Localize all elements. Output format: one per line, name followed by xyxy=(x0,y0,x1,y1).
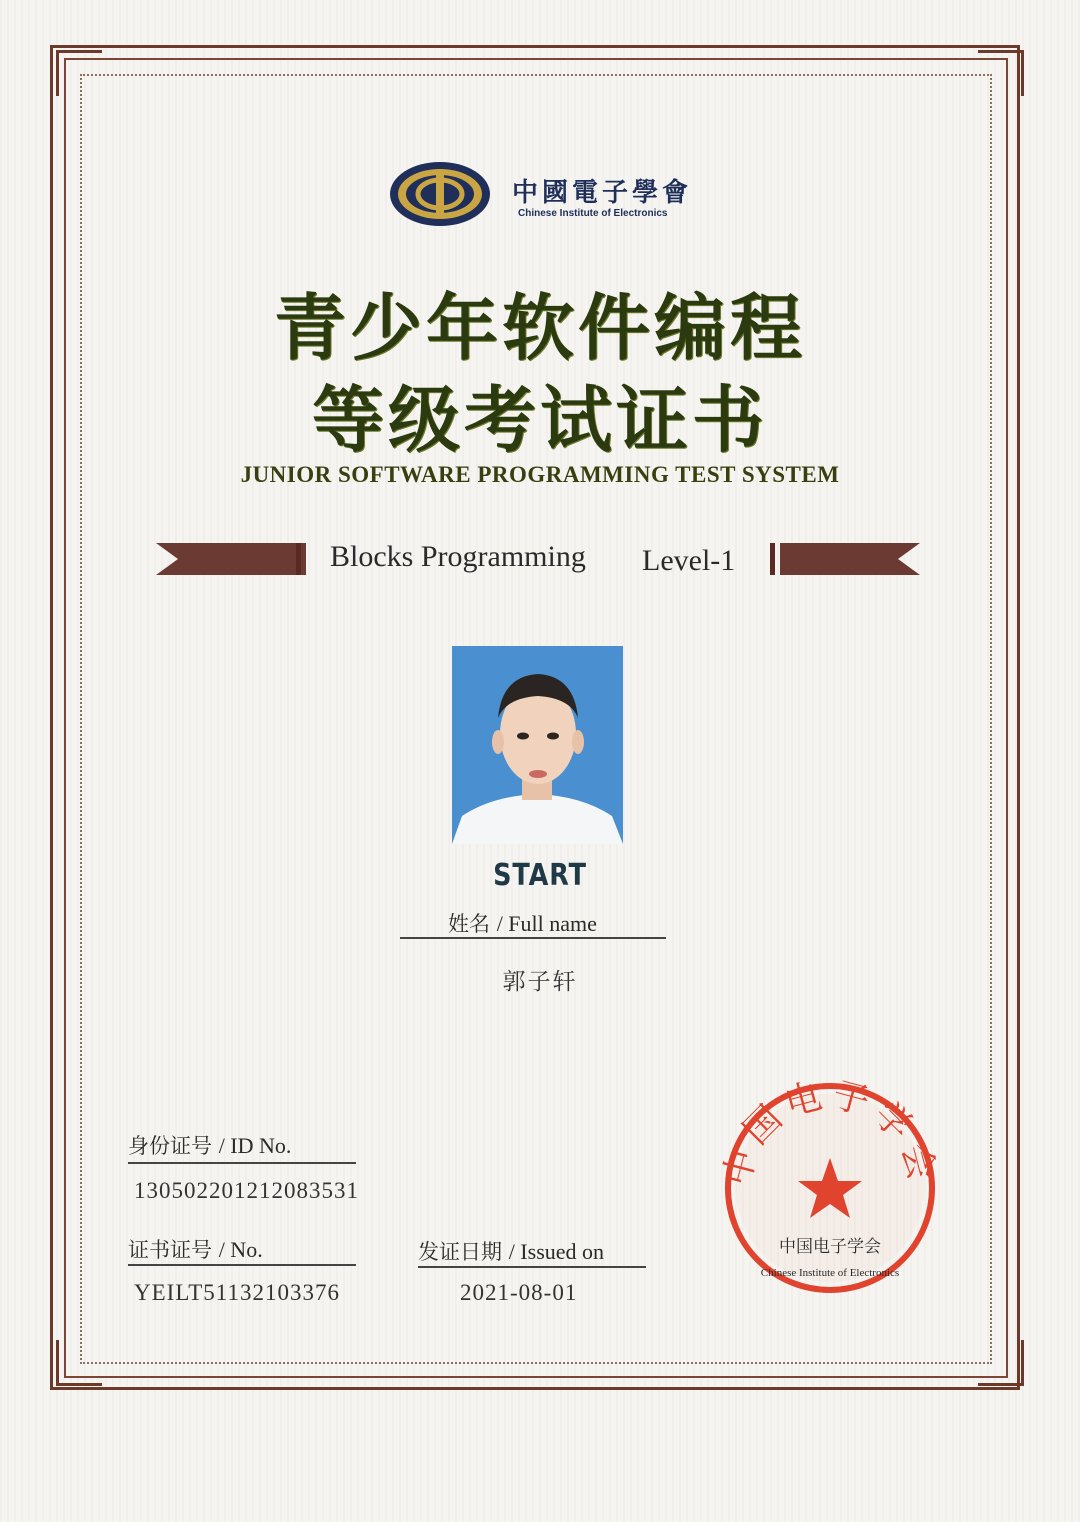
portrait-photo-icon xyxy=(452,646,623,844)
course-level: Level-1 xyxy=(642,544,736,577)
certificate-title-cn-line1: 青少年软件编程 xyxy=(273,285,806,370)
organization-name-cn: 中國電子學會 xyxy=(512,178,693,208)
issue-date-label-en: / Issued on xyxy=(508,1239,605,1264)
certificate-number-underline xyxy=(128,1264,356,1266)
issue-date-label-cn: 发证日期 xyxy=(418,1240,502,1264)
full-name-value: 郭子轩 xyxy=(502,969,578,995)
certificate-number-label-cn: 证书证号 xyxy=(128,1238,212,1262)
banner-divider-left xyxy=(296,543,301,575)
id-number-label-en: / ID No. xyxy=(218,1133,292,1158)
certificate-number-label-en: / No. xyxy=(218,1237,263,1262)
organization-logo xyxy=(388,160,698,230)
banner-divider-right xyxy=(770,543,775,575)
issue-date-underline xyxy=(418,1266,646,1268)
full-name-label-cn: 姓名 xyxy=(448,912,490,936)
ribbon-left-icon xyxy=(156,543,306,575)
certificate-title-en: JUNIOR SOFTWARE PROGRAMMING TEST SYSTEM xyxy=(240,462,840,487)
level-banner xyxy=(150,538,930,582)
course-name: Blocks Programming xyxy=(330,540,586,573)
issue-date-value: 2021-08-01 xyxy=(460,1280,578,1305)
full-name-label xyxy=(448,908,597,938)
certificate-title-cn-line2: 等级考试证书 xyxy=(311,377,768,462)
id-number-label-cn: 身份证号 xyxy=(128,1134,212,1158)
full-name-underline xyxy=(400,937,666,939)
full-name-label-en: / Full name xyxy=(496,911,597,936)
certificate-number-value: YEILT51132103376 xyxy=(134,1280,340,1305)
frame-corner-bottom-left xyxy=(56,1340,102,1386)
seal-arc-text: 国电子学 xyxy=(735,1080,925,1153)
ribbon-right-icon xyxy=(780,543,920,575)
seal-stamp-icon xyxy=(722,1080,938,1296)
organization-name-en: Chinese Institute of Electronics xyxy=(518,208,668,219)
seal-center-text: 中国电子学会 xyxy=(779,1237,881,1257)
official-seal xyxy=(722,1080,938,1296)
cie-emblem-icon xyxy=(388,160,492,228)
id-number-underline xyxy=(128,1162,356,1164)
holder-photo xyxy=(452,646,623,844)
photo-caption: START xyxy=(493,858,587,893)
id-number-label xyxy=(128,1130,291,1160)
seal-en-text: Chinese Institute of Electronics xyxy=(760,1267,900,1279)
certificate-number-label xyxy=(128,1234,263,1264)
frame-corner-top-right xyxy=(978,50,1024,96)
frame-corner-bottom-right xyxy=(978,1340,1024,1386)
id-number-value: 130502201212083531 xyxy=(134,1178,359,1203)
issue-date-label xyxy=(418,1236,604,1266)
frame-corner-top-left xyxy=(56,50,102,96)
